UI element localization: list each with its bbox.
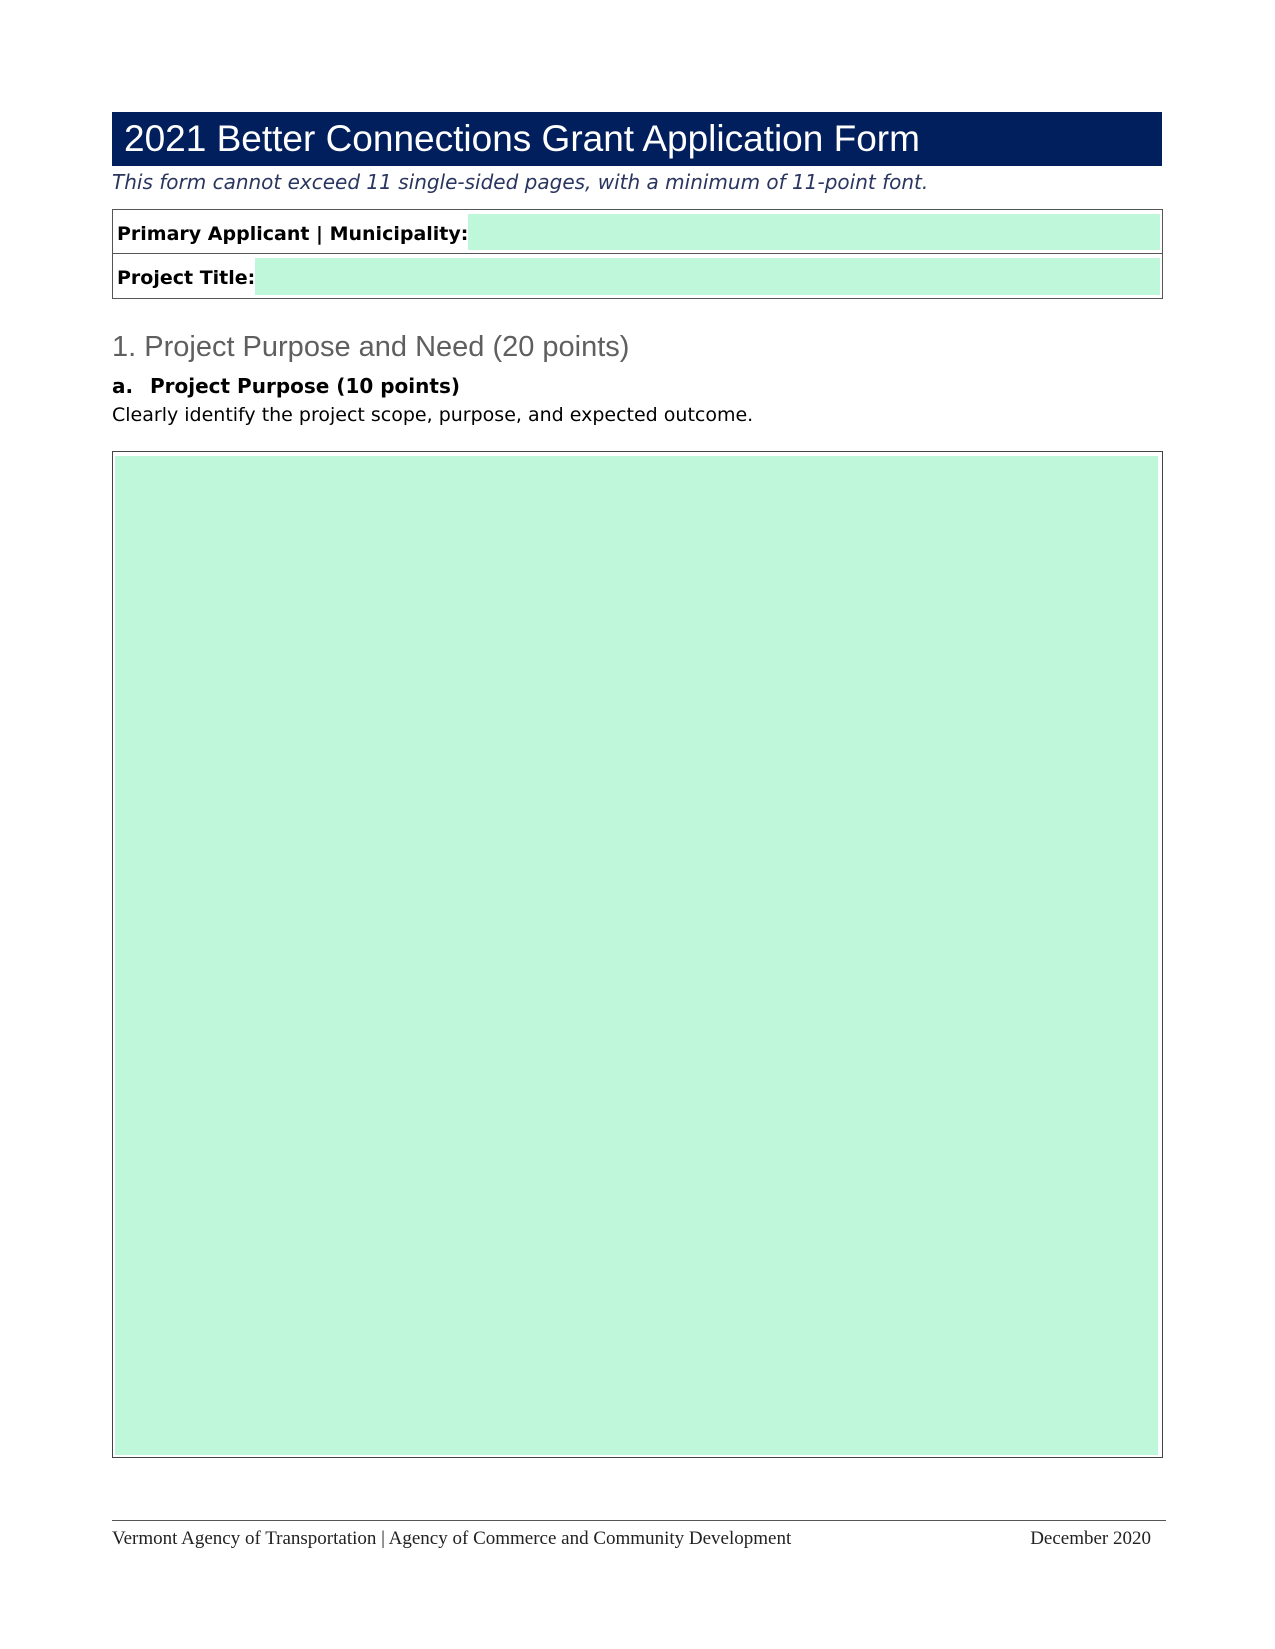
subsection-a-letter: a. [112,374,134,398]
footer-date: December 2020 [1030,1528,1151,1549]
footer-divider [112,1520,1166,1521]
section-1-heading: 1. Project Purpose and Need (20 points) [112,331,630,363]
form-title: 2021 Better Connections Grant Application Form [112,112,1162,166]
project-purpose-response-box [112,451,1163,1458]
project-purpose-response-field[interactable] [115,456,1158,1455]
applicant-info-table [112,209,1163,299]
project-title-label: Project Title: [117,267,256,289]
subsection-a-heading [112,372,460,400]
form-subtitle: This form cannot exceed 11 single-sided pages, with a minimum of 11-point font. [112,170,929,194]
primary-applicant-row [113,210,1162,254]
footer-agencies: Vermont Agency of Transportation | Agency of Commerce and Community Development [112,1528,792,1549]
project-title-row [113,254,1162,298]
subsection-a-instructions: Clearly identify the project scope, purpose, and expected outcome. [112,404,754,426]
primary-applicant-label: Primary Applicant | Municipality: [117,222,469,245]
primary-applicant-field[interactable] [468,214,1160,250]
project-title-field[interactable] [255,258,1160,295]
subsection-a-title: Project Purpose (10 points) [150,374,460,398]
